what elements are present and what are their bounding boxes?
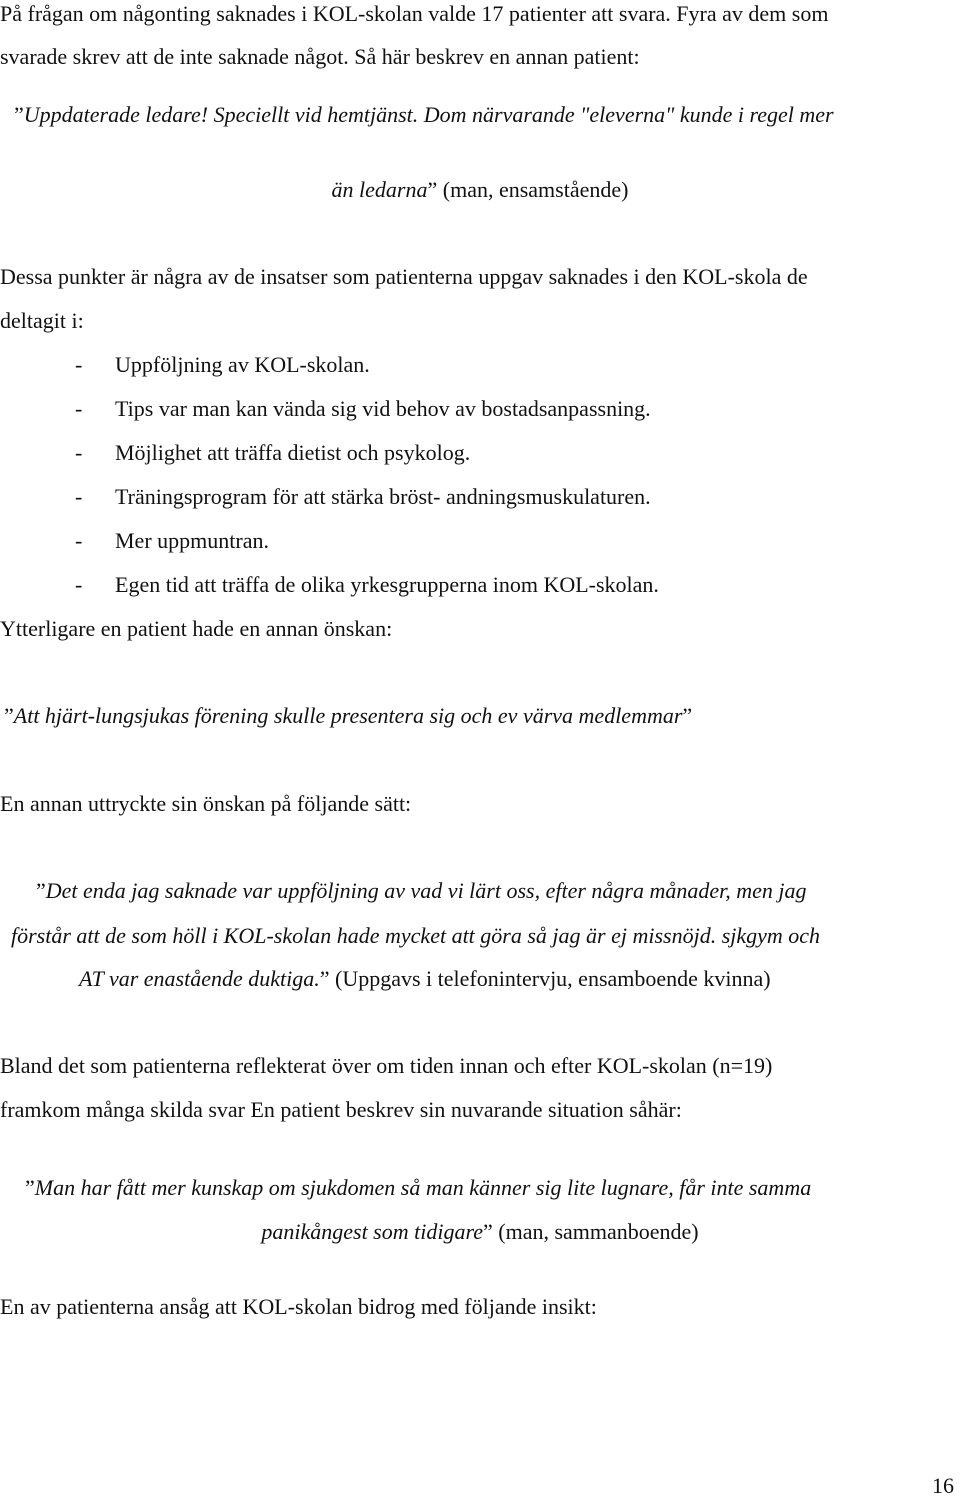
list-item-text: Mer uppmuntran.	[115, 528, 269, 553]
list-item-text: Möjlighet att träffa dietist och psykolog.	[115, 440, 471, 465]
list-item-text: Träningsprogram för att stärka bröst- andningsmuskulaturen.	[115, 484, 651, 509]
quote-1-line-2	[0, 177, 960, 203]
quote-1-close-mark: ”	[427, 177, 438, 202]
quote-1-text-line-1: Uppdaterade ledare! Speciellt vid hemtjänst. Dom närvarande "eleverna" kunde i regel mer	[23, 102, 834, 127]
paragraph-5-line-1: Bland det som patienterna reflekterat över om tiden innan och efter KOL-skolan (n=19)	[0, 1053, 773, 1078]
page-number: 16	[932, 1473, 954, 1498]
quote-1-attribution: (man, ensamstående)	[442, 177, 629, 202]
paragraph-3: Ytterligare en patient hade en annan önskan:	[0, 616, 393, 641]
quote-3-text-line-1: Det enda jag saknade var uppföljning av vad vi lärt oss, efter några månader, men jag	[45, 878, 807, 903]
paragraph-1-line-2: svarade skrev att de inte saknade något. Så här beskrev en annan patient:	[0, 44, 640, 69]
quote-4-text-line-2: panikångest som tidigare	[261, 1219, 483, 1244]
quote-4-line-2	[0, 1219, 960, 1245]
quote-1-open-mark: ”	[14, 102, 24, 127]
list-item-text: Uppföljning av KOL-skolan.	[115, 352, 370, 377]
list-dash: -	[75, 484, 83, 509]
list-dash: -	[75, 396, 83, 421]
quote-3-close-mark: ”	[319, 966, 330, 991]
quote-1-text-line-2: än ledarna	[331, 177, 428, 202]
paragraph-4: En annan uttryckte sin önskan på följande sätt:	[0, 791, 412, 816]
quote-4-text-line-1: Man har fått mer kunskap om sjukdomen så man känner sig lite lugnare, får inte samma	[34, 1175, 812, 1200]
quote-3-line-3	[79, 966, 771, 992]
quote-3-attribution: (Uppgavs i telefonintervju, ensamboende kvinna)	[335, 966, 771, 991]
quote-4-open-mark: ”	[25, 1175, 35, 1200]
quote-3-open-mark: ”	[36, 878, 46, 903]
quote-2-open-mark: ”	[4, 703, 14, 728]
list-item-text: Egen tid att träffa de olika yrkesgrupperna inom KOL-skolan.	[115, 572, 659, 597]
paragraph-2-line-2: deltagit i:	[0, 308, 84, 333]
paragraph-2-line-1: Dessa punkter är några av de insatser som patienterna uppgav saknades i den KOL-skola de	[0, 264, 808, 289]
quote-4-close-mark: ”	[482, 1219, 493, 1244]
quote-2-close-mark: ”	[682, 703, 693, 728]
quote-3-line-2: förstår att de som höll i KOL-skolan hade mycket att göra så jag är ej missnöjd. sjkgym och	[11, 923, 821, 948]
quote-4-attribution: (man, sammanboende)	[498, 1219, 699, 1244]
quote-2	[4, 703, 692, 729]
paragraph-1-line-1: På frågan om någonting saknades i KOL-skolan valde 17 patienter att svara. Fyra av dem som	[0, 1, 829, 26]
list-item-text: Tips var man kan vända sig vid behov av bostadsanpassning.	[115, 396, 651, 421]
paragraph-6: En av patienterna ansåg att KOL-skolan bidrog med följande insikt:	[0, 1294, 597, 1319]
quote-2-text: Att hjärt-lungsjukas förening skulle presentera sig och ev värva medlemmar	[13, 703, 683, 728]
list-dash: -	[75, 352, 83, 377]
quote-1-line-1	[14, 102, 834, 128]
quote-4-line-1	[25, 1175, 811, 1201]
quote-3-text-line-3: AT var enastående duktiga.	[79, 966, 320, 991]
list-dash: -	[75, 572, 83, 597]
list-dash: -	[75, 528, 83, 553]
list-dash: -	[75, 440, 83, 465]
quote-3-line-1	[36, 878, 807, 904]
paragraph-5-line-2: framkom många skilda svar En patient beskrev sin nuvarande situation såhär:	[0, 1097, 682, 1122]
